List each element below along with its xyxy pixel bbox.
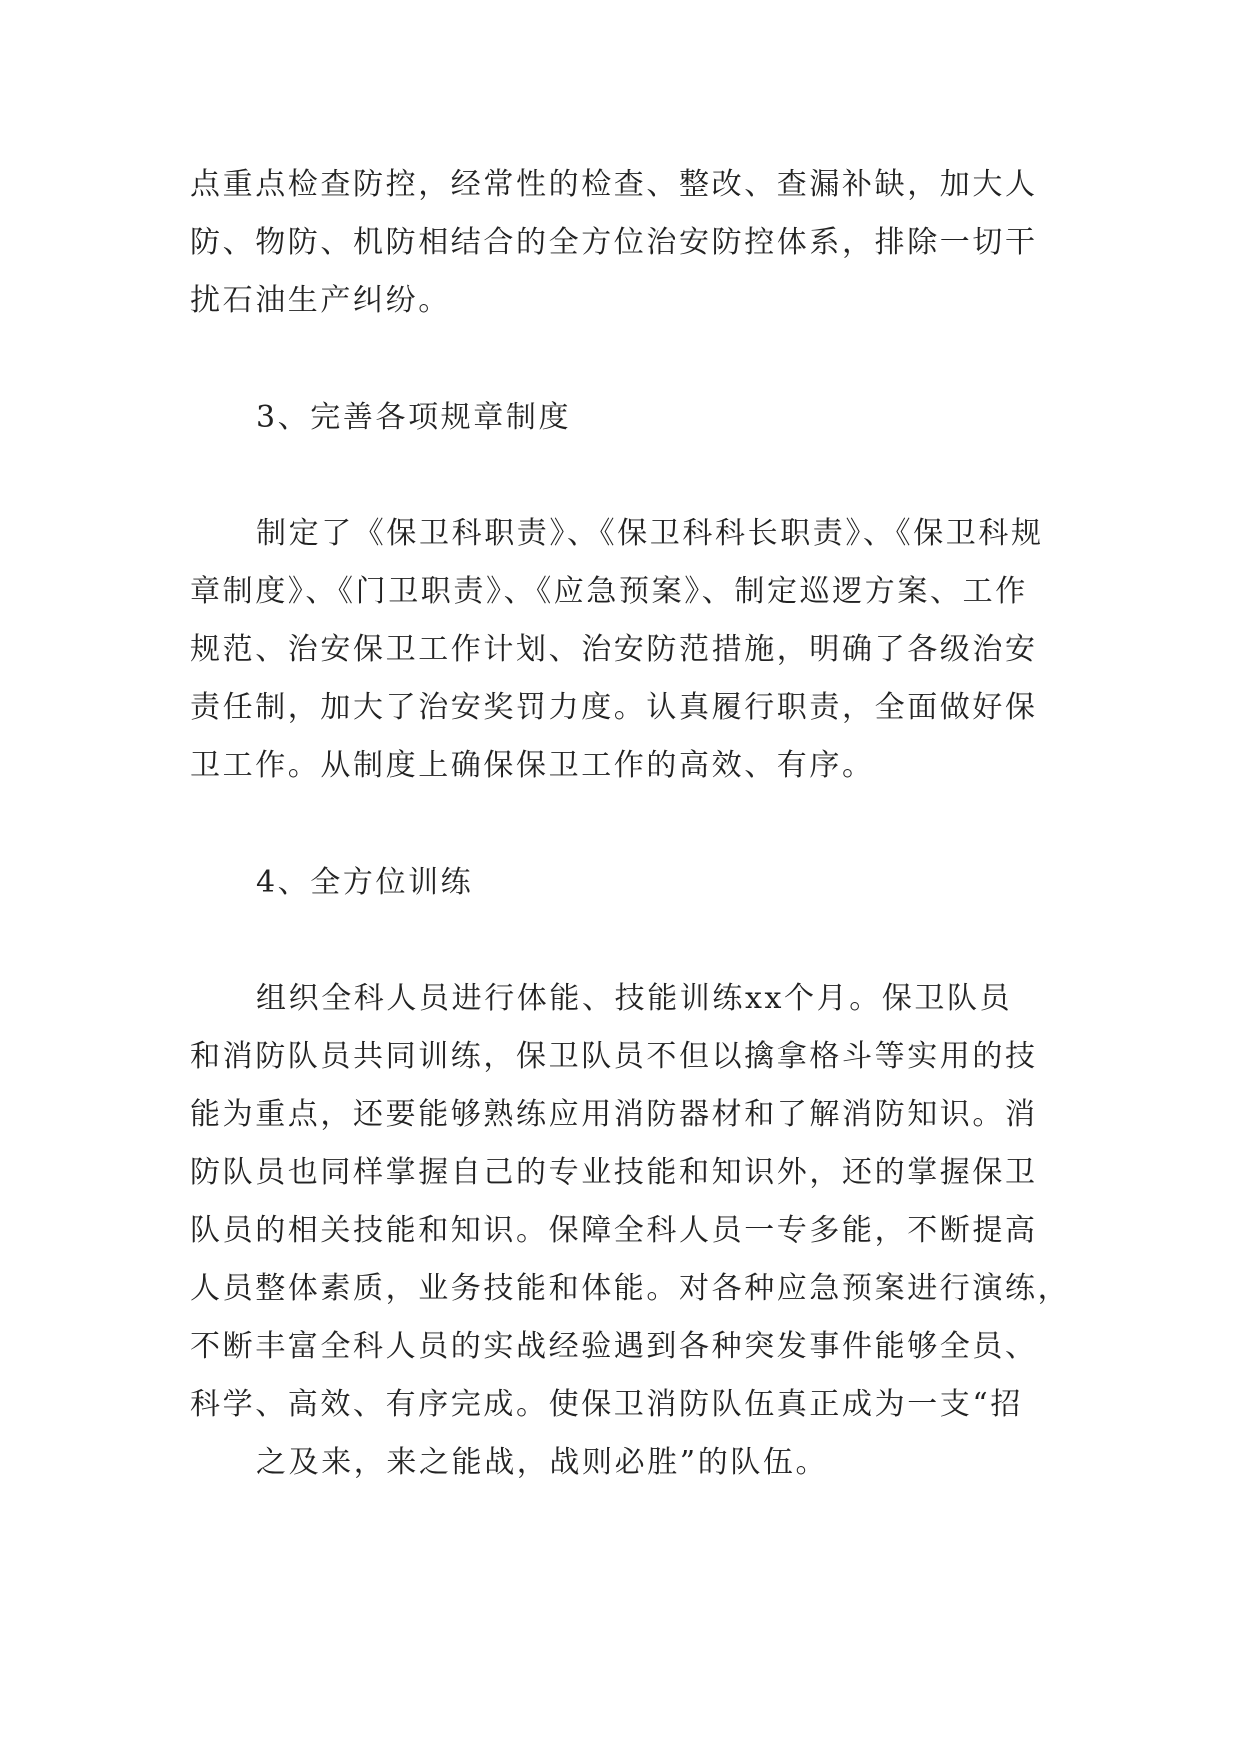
continuation-line-3: 扰石油生产纠纷。 (190, 283, 451, 318)
continuation-line-2: 防、物防、机防相结合的全方位治安防控体系，排除一切干 (190, 225, 1038, 260)
section-4-line-2: 和消防队员共同训练，保卫队员不但以擒拿格斗等实用的技 (190, 1039, 1038, 1074)
section-4-line-6: 人员整体素质，业务技能和体能。对各种应急预案进行演练， (190, 1271, 1071, 1306)
section-4-line-7: 不断丰富全科人员的实战经验遇到各种突发事件能够全员、 (190, 1329, 1038, 1364)
section-3-line-4: 责任制，加大了治安奖罚力度。认真履行职责，全面做好保 (190, 690, 1038, 725)
continuation-line-1: 点重点检查防控，经常性的检查、整改、查漏补缺，加大人 (190, 167, 1038, 202)
section-3-line-1: 制定了《保卫科职责》、《保卫科科长职责》、《保卫科规 (256, 516, 1044, 551)
section-4-line-3: 能为重点，还要能够熟练应用消防器材和了解消防知识。消 (190, 1097, 1038, 1132)
section-4-line-1: 组织全科人员进行体能、技能训练xx个月。保卫队员 (256, 981, 1013, 1016)
section-4-line-4: 防队员也同样掌握自己的专业技能和知识外，还的掌握保卫 (190, 1155, 1038, 1190)
section-4-line-8: 科学、高效、有序完成。使保卫消防队伍真正成为一支“招 (190, 1387, 1023, 1422)
section-3-line-3: 规范、治安保卫工作计划、治安防范措施，明确了各级治安 (190, 632, 1038, 667)
section-4-line-9: 之及来，来之能战，战则必胜”的队伍。 (256, 1445, 829, 1480)
section-3-line-2: 章制度》、《门卫职责》、《应急预案》、制定巡逻方案、工作 (190, 574, 1028, 609)
section-3-line-5: 卫工作。从制度上确保保卫工作的高效、有序。 (190, 748, 875, 783)
section-3-heading: 3、完善各项规章制度 (256, 400, 572, 435)
section-4-line-5: 队员的相关技能和知识。保障全科人员一专多能，不断提高 (190, 1213, 1038, 1248)
section-4-heading: 4、全方位训练 (256, 865, 474, 900)
